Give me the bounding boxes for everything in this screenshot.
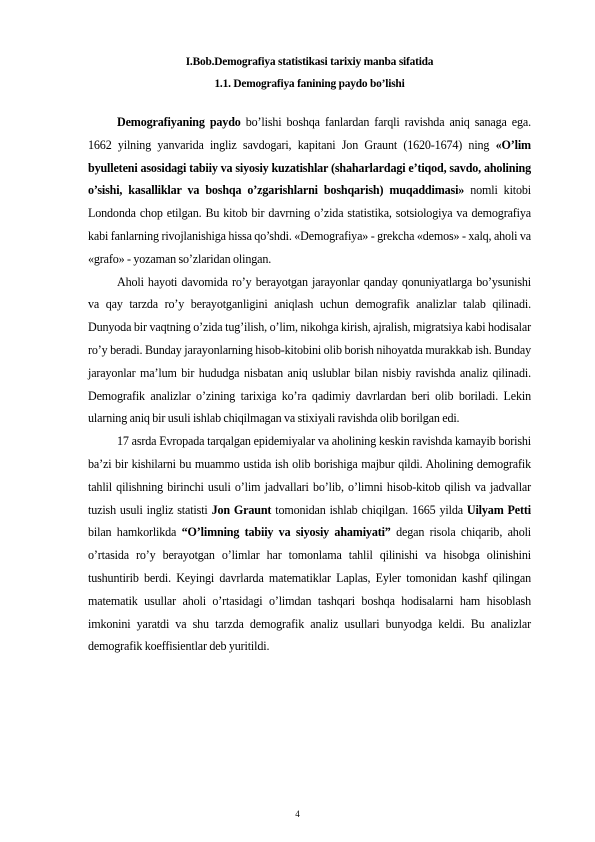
text-run: “O’limning tabiiy va siyosiy ahamiyati” <box>181 525 391 540</box>
text-run: bo’lishi boshqa fanlardan farqli ravishda aniq sanaga ega. 1662 yilning yanvarida ingliz savdogari, kapitani Jon Graunt (1620-1674) ning <box>88 115 531 152</box>
text-run: 17 asrda Evropada tarqalgan epidemiyalar va aholining keskin ravishda kamayib borishi ba’zi bir kishilarni bu muammo ustida ish olib borishiga majbur qildi. Aholining demografik tahlil qilishning birinchi usuli o’lim jadvallari bo’lib, o’limni hisob-kitob qilish va jadvallar tuzish usuli ingliz statisti <box>88 434 531 517</box>
body-text <box>88 111 531 658</box>
chapter-heading: I.Bob.Demografiya statistikasi tarixiy manba sifatida <box>185 56 434 68</box>
document-page <box>88 52 531 658</box>
paragraph-1 <box>88 111 531 271</box>
text-run: Demografiyaning paydo <box>117 115 241 129</box>
text-run: Jon Graunt <box>211 502 272 517</box>
text-run: tomonidan ishlab chiqilgan. 1665 yilda <box>271 502 467 517</box>
page-number: 4 <box>295 809 300 819</box>
section-heading: 1.1. Demografiya fanining paydo bo’lishi <box>214 78 405 90</box>
text-run: nomli kitobi Londonda chop etilgan. Bu kitob bir davrning o’zida statistika, sotsiologiya va demografiya kabi fanlarning rivojlanishiga hissa qo’shdi. «Demografiya» - grekcha «demos» - xalq, aholi va «grafo» - yozaman so’zlaridan olingan. <box>88 183 531 266</box>
text-run: bilan hamkorlikda <box>88 525 182 540</box>
paragraph-3 <box>88 430 531 658</box>
paragraph-2 <box>88 271 531 431</box>
text-run: Uilyam Petti <box>466 502 531 517</box>
text-run: «O’lim byulleteni asosidagi tabiiy va siyosiy kuzatishlar (shaharlardagi e’tiqod, savdo, aholining o’sishi, kasalliklar va boshqa o’zgarishlarni boshqarish) muqaddimasi» <box>88 137 531 198</box>
text-run: Aholi hayoti davomida ro’y berayotgan jarayonlar qanday qonuniyatlarga bo’ysunishi va qay tarzda ro’y berayotganligini aniqlash uchun demografik analizlar talab qilinadi. Dunyoda bir vaqtning o’zida tug’ilish, o’lim, nikohga kirish, ajralish, migratsiya kabi hodisalar ro’y beradi. Bunday jarayonlarning hisob-kitobini olib borish nihoyatda murakkab ish. Bunday jarayonlar ma’lum bir hududga nisbatan aniq uslublar bilan nisbiy ravishda analiz qilinadi. Demografik analizlar o’zining tarixiga ko’ra qadimiy davrlardan beri olib boriladi. Lekin ularning aniq bir usuli ishlab chiqilmagan va stixiyali ravishda olib borilgan edi. <box>88 274 531 426</box>
text-run: degan risola chiqarib, aholi o’rtasida ro’y berayotgan o’limlar har tomonlama tahlil qilinishi va hisobga olinishini tushuntirib berdi. Keyingi davrlarda matematiklar Laplas, Eyler tomonidan kashf qilingan matematik usullar aholi o’rtasidagi o’limdan tashqari boshqa hodisalarni ham hisoblash imkonini yaratdi va shu tarzda demografik analiz usullari bunyodga keldi. Bu analizlar demografik koeffisientlar deb yuritildi. <box>88 525 532 654</box>
